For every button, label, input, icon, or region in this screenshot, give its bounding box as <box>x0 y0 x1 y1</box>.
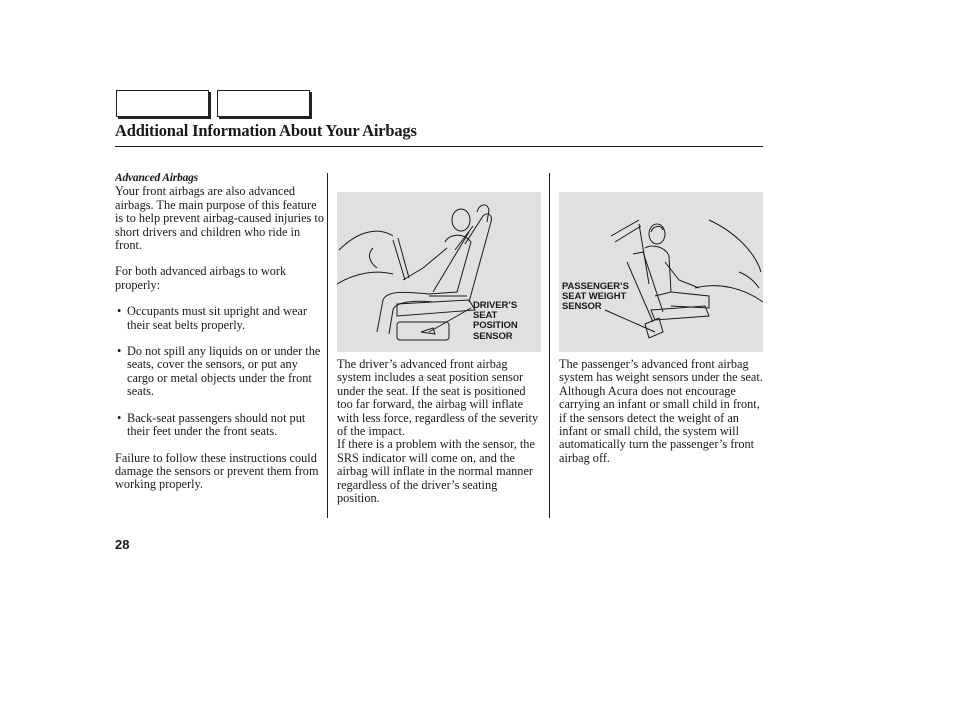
passenger-sensor-label: PASSENGER’S SEAT WEIGHT SENSOR <box>562 281 629 313</box>
page-number: 28 <box>115 537 130 552</box>
title-divider <box>115 146 763 147</box>
left-column <box>115 172 325 492</box>
middle-column <box>337 358 543 505</box>
list-item: • Back-seat passengers should not put their feet under the front seats. <box>115 412 325 439</box>
nav-tab-1[interactable] <box>116 90 209 117</box>
instruction-list <box>115 305 325 438</box>
page-title: Additional Information About Your Airbags <box>115 121 417 140</box>
driver-paragraph-1: The driver’s advanced front airbag system includes a seat position sensor under the seat. If the seat is positioned too far forward, the airbag will inflate with less force, regardless of the severity of the impact. <box>337 357 539 439</box>
section-subhead: Advanced Airbags <box>115 172 198 184</box>
column-divider-1 <box>327 173 328 518</box>
lead-in-paragraph: For both advanced airbags to work properly: <box>115 264 287 292</box>
column-divider-2 <box>549 173 550 518</box>
closing-paragraph: Failure to follow these instructions could damage the sensors or prevent them from working properly. <box>115 450 319 492</box>
right-column <box>559 358 765 465</box>
nav-tab-2[interactable] <box>217 90 310 117</box>
intro-paragraph: Your front airbags are also advanced airbags. The main purpose of this feature is to help prevent airbag-caused injuries to short drivers and children who ride in front. <box>115 184 324 253</box>
list-item: • Occupants must sit upright and wear their seat belts properly. <box>115 305 325 332</box>
driver-paragraph-2: If there is a problem with the sensor, the SRS indicator will come on, and the airbag will inflate in the normal manner regardless of the driver’s seating position. <box>337 437 535 506</box>
passenger-seat-drawing <box>559 192 763 352</box>
passenger-paragraph-1: The passenger’s advanced front airbag system has weight sensors under the seat. Although Acura does not encourage carrying an infant or small child in front, if the sensors detect the weight of an infant or small child, the system will automatically turn the passenger’s front airbag off. <box>559 357 763 465</box>
driver-sensor-label: DRIVER’S SEAT POSITION SENSOR <box>473 300 518 342</box>
driver-seat-illustration <box>337 192 541 352</box>
list-item: • Do not spill any liquids on or under the seats, cover the sensors, or put any cargo or metal objects under the front seats. <box>115 345 325 399</box>
passenger-seat-illustration <box>559 192 763 352</box>
